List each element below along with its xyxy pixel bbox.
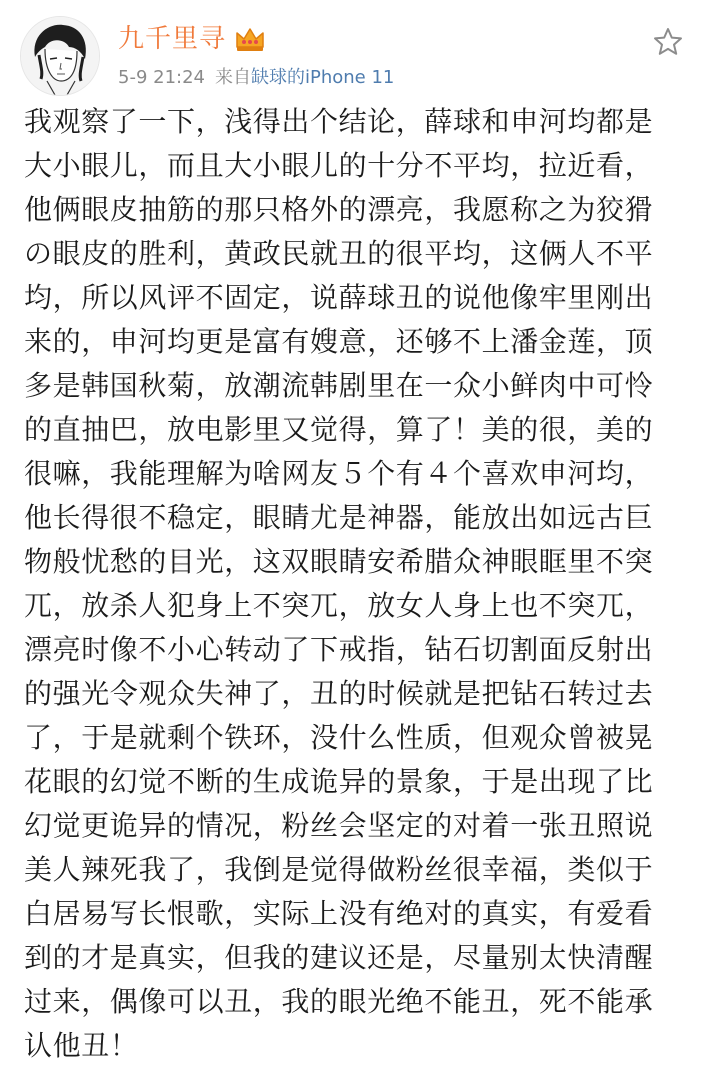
post-text-line: 的强光令观众失神了，丑的时候就是把钻石转过去: [24, 677, 654, 710]
post-text-line: 幻觉更诡异的情况，粉丝会坚定的对着一张丑照说: [24, 809, 654, 842]
post-text-line: 很嘛，我能理解为啥网友５个有４个喜欢申河均，: [24, 457, 654, 490]
author-avatar[interactable]: [20, 16, 100, 96]
post-text-line: 我观察了一下，浅得出个结论，薛球和申河均都是: [24, 105, 654, 138]
post-text-line: の眼皮的胜利，黄政民就丑的很平均，这俩人不平: [24, 237, 654, 270]
post-text-line: 白居易写长恨歌，实际上没有绝对的真实，有爱看: [24, 897, 654, 930]
star-outline-icon[interactable]: [652, 26, 684, 58]
post-text-line: 兀，放杀人犯身上不突兀，放女人身上也不突兀，: [24, 589, 654, 622]
post-text-line: 大小眼儿，而且大小眼儿的十分不平均，拉近看，: [24, 149, 654, 182]
post-text-line: 到的才是真实，但我的建议还是，尽量别太快清醒: [24, 941, 654, 974]
post-text-line: 物般忧愁的目光，这双眼睛安希腊众神眼眶里不突: [24, 545, 654, 578]
vip-crown-icon[interactable]: [234, 25, 266, 53]
author-name-row: [118, 22, 266, 56]
source-prefix: 来自: [215, 67, 251, 88]
post-text-line: 他长得很不稳定，眼睛尤是神器，能放出如远古巨: [24, 501, 654, 534]
avatar-illustration-icon: [21, 17, 99, 95]
source-device-link[interactable]: 缺球的iPhone 11: [251, 67, 395, 88]
post-header: [0, 0, 708, 100]
post-text-line: 认他丑！: [24, 1029, 139, 1062]
post-text-line: 过来，偶像可以丑，我的眼光绝不能丑，死不能承: [24, 985, 654, 1018]
post-text-line: 他俩眼皮抽筋的那只格外的漂亮，我愿称之为狡猾: [24, 193, 654, 226]
post-time: 5-9 21:24: [118, 67, 205, 88]
post-text-line: 均，所以风评不固定，说薛球丑的说他像牢里刚出: [24, 281, 654, 314]
post-meta: [118, 66, 394, 90]
post-text: [24, 100, 694, 1068]
author-name[interactable]: 九千里寻: [118, 24, 227, 54]
post-text-line: 的直抽巴，放电影里又觉得，算了！美的很，美的: [24, 413, 654, 446]
post-text-line: 来的，申河均更是富有嫂意，还够不上潘金莲，顶: [24, 325, 654, 358]
post-text-line: 漂亮时像不小心转动了下戒指，钻石切割面反射出: [24, 633, 654, 666]
post-text-line: 美人辣死我了，我倒是觉得做粉丝很幸福，类似于: [24, 853, 654, 886]
post-text-line: 了，于是就剩个铁环，没什么性质，但观众曾被晃: [24, 721, 654, 754]
post-text-line: 多是韩国秋菊，放潮流韩剧里在一众小鲜肉中可怜: [24, 369, 654, 402]
post-text-line: 花眼的幻觉不断的生成诡异的景象，于是出现了比: [24, 765, 654, 798]
